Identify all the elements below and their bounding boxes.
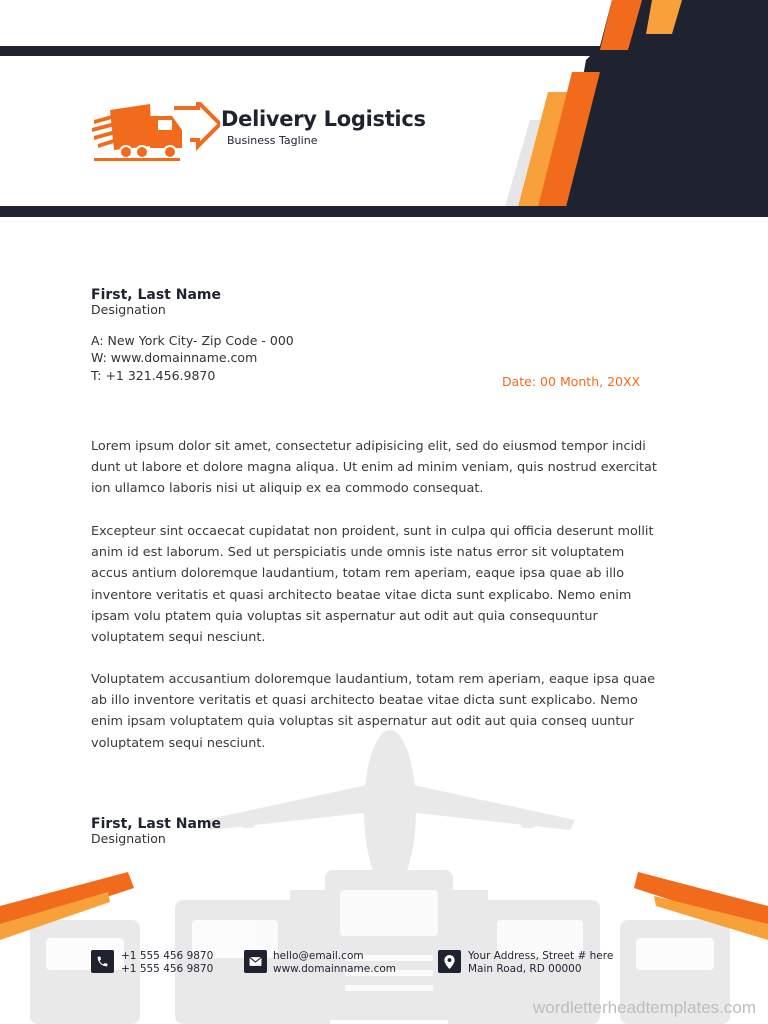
footer-left-swoosh [0, 866, 140, 946]
footer-phone [121, 950, 213, 975]
signature-designation: Designation [91, 831, 166, 846]
signature-name: First, Last Name [91, 816, 221, 832]
sender-address: A: New York City- Zip Code - 000 [91, 333, 294, 348]
footer-address-line-1: Your Address, Street # here [468, 950, 614, 962]
map-pin-icon [438, 950, 461, 973]
sender-name: First, Last Name [91, 287, 221, 303]
footer-email-line-2: www.domainname.com [273, 962, 397, 975]
body-paragraph-2: Excepteur sint occaecat cupidatat non proident, sunt in culpa qui officia deserunt mollit anim id est laborum. Sed ut perspiciatis unde omnis iste natus error sit voluptatem accus antium doloremque laudantium, totam rem aperiam, eaque ipsa quae ab illo inventore veritatis et quasi architecto beatae vitae dicta sunt explicabo. Nemo enim ipsam volu ptatem quia voluptas sit aspernatur aut odit aut quia consequuntur voluptatem sequi nesciunt. [91, 524, 654, 646]
delivery-truck-arrow-icon [90, 102, 220, 168]
footer-right-swoosh [632, 866, 768, 956]
body-paragraph-1: Lorem ipsum dolor sit amet, consectetur adipisicing elit, sed do eiusmod tempor incidi dunt ut labore et dolore magna aliqua. Ut enim ad minim veniam, quis nostrud exercitat ion ullamco laboris nisi ut aliquip ex ea commodo consequat. [91, 439, 657, 497]
footer-address [468, 950, 613, 975]
letter-date: Date: 00 Month, 20XX [502, 374, 641, 389]
footer-email-line-1: hello@email.com [273, 950, 364, 962]
company-name: Delivery Logistics [221, 107, 426, 131]
footer-phone-line-1: +1 555 456 9870 [121, 950, 214, 962]
envelope-icon [244, 950, 267, 973]
body-paragraph-3: Voluptatem accusantium doloremque laudantium, totam rem aperiam, eaque ipsa quae ab illo inventore veritatis et quasi architecto beatae vitae dicta sunt explicabo. Nemo enim ipsam voluptatem quia voluptas sit aspernatur aut odit aut quia conseq uuntur voluptatem sequi nesciunt. [91, 672, 656, 751]
sender-designation: Designation [91, 302, 166, 317]
footer-phone-line-2: +1 555 456 9870 [121, 962, 214, 975]
watermark-url: wordletterheadtemplates.com [532, 998, 756, 1017]
footer-address-line-2: Main Road, RD 00000 [468, 962, 582, 975]
header-top-rule [0, 46, 600, 56]
sender-website: W: www.domainname.com [91, 350, 258, 365]
company-tagline: Business Tagline [227, 134, 318, 147]
footer-email [273, 950, 396, 975]
phone-icon [91, 950, 114, 973]
sender-phone: T: +1 321.456.9870 [91, 368, 216, 383]
header-bottom-rule [0, 206, 768, 217]
